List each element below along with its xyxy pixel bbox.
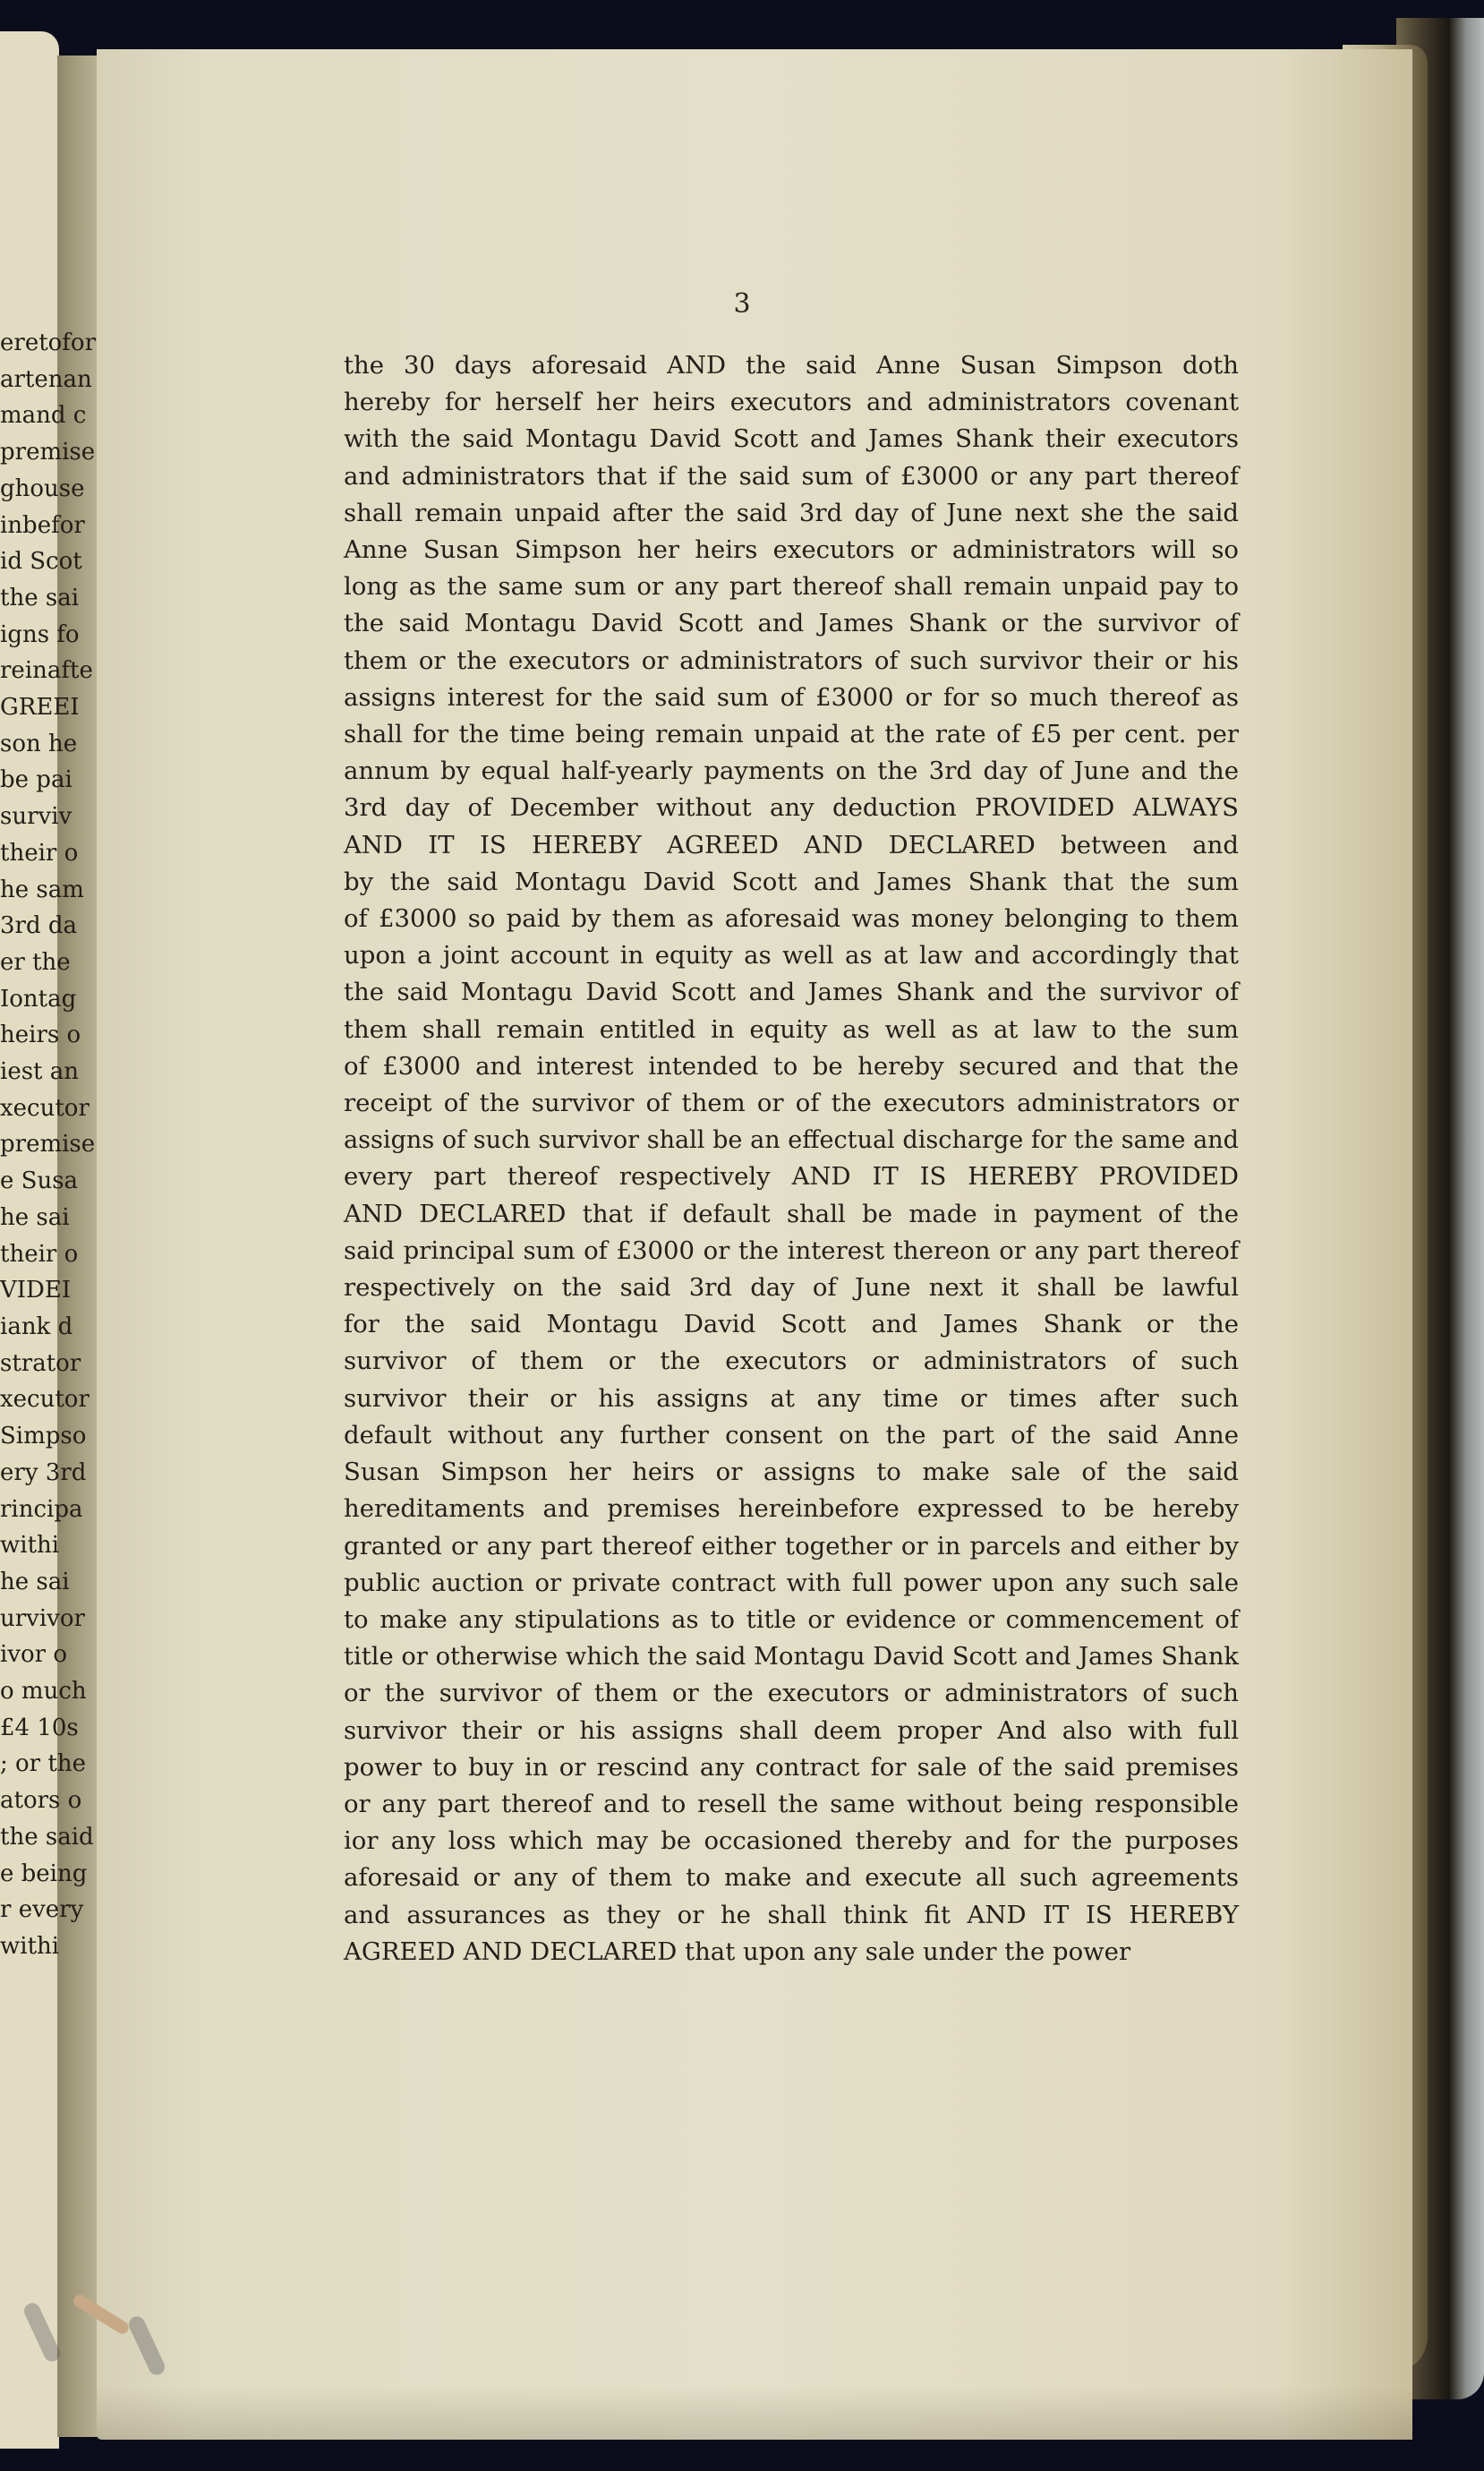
text-line: by the said Montagu David Scott and James Shank that the sum [344, 867, 1239, 896]
margin-fragment [0, 543, 82, 580]
margin-fragment-text: iank d [0, 1312, 73, 1340]
margin-fragment-text: son he [0, 730, 78, 757]
margin-fragment [0, 471, 85, 508]
text-line: AND IT IS HEREBY AGREED AND DECLARED between and [344, 830, 1239, 859]
margin-fragment [0, 1637, 68, 1673]
margin-fragment [0, 726, 78, 763]
margin-fragment [0, 1492, 83, 1528]
margin-fragment [0, 762, 72, 799]
margin-fragment-text: reinafte [0, 657, 93, 685]
margin-fragment-text: ators o [0, 1787, 82, 1815]
margin-fragment [0, 1673, 87, 1710]
margin-fragment-text: ; or the [0, 1750, 86, 1778]
text-line: them or the executors or administrators of such survivor their or his [344, 646, 1239, 675]
text-line: said principal sum of £3000 or the interest thereon or any part thereof [344, 1236, 1239, 1265]
text-line: the said Montagu David Scott and James Shank or the survivor of [344, 609, 1239, 638]
margin-fragment [0, 945, 71, 981]
text-line: long as the same sum or any part thereof shall remain unpaid pay to [344, 572, 1239, 602]
text-line: survivor their or his assigns shall deem proper And also with full [344, 1715, 1239, 1745]
margin-fragment [0, 1783, 82, 1819]
margin-fragment-text: rincipa [0, 1495, 83, 1523]
margin-fragment [0, 580, 80, 617]
text-line: and administrators that if the said sum of £3000 or any part thereof [344, 461, 1239, 491]
margin-fragment [0, 1017, 81, 1054]
margin-fragment [0, 1746, 86, 1783]
margin-fragment-text: he sai [0, 1568, 70, 1595]
text-line: Anne Susan Simpson her heirs executors or administrators will so [344, 535, 1239, 565]
margin-fragment [0, 1163, 79, 1200]
text-line: with the said Montagu David Scott and James Shank their executors [344, 424, 1239, 454]
text-line: survivor their or his assigns at any time or times after such [344, 1383, 1239, 1413]
margin-fragment-text: the said [0, 1823, 94, 1851]
text-line: power to buy in or rescind any contract for sale of the said premises [344, 1752, 1239, 1782]
text-line: 3rd day of December without any deduction PROVIDED ALWAYS [344, 793, 1239, 823]
margin-fragment-text: surviv [0, 803, 72, 831]
margin-fragment [0, 617, 80, 654]
margin-fragment [0, 1236, 79, 1273]
margin-fragment [0, 689, 80, 726]
margin-fragment-text: the sai [0, 584, 80, 611]
margin-fragment [0, 1564, 70, 1601]
margin-fragment-text: premise [0, 439, 96, 466]
text-line: annum by equal half-yearly payments on the 3rd day of June and the [344, 757, 1239, 786]
margin-fragment-text: he sam [0, 876, 84, 903]
text-line: granted or any part thereof either together or in parcels and either by [344, 1531, 1239, 1560]
margin-fragment-text: strator [0, 1349, 81, 1377]
margin-fragment [0, 1928, 59, 1965]
margin-fragment-text: o much [0, 1678, 87, 1706]
margin-fragment [0, 835, 79, 872]
text-line: default without any further consent on the part of the said Anne [344, 1420, 1239, 1449]
margin-fragment-text: inbefor [0, 511, 85, 539]
text-line: assigns interest for the said sum of £3000 or for so much thereof as [344, 682, 1239, 712]
margin-fragment-text: igns fo [0, 620, 80, 648]
margin-fragment [0, 1819, 94, 1856]
text-line: or any part thereof and to resell the same without being responsible [344, 1789, 1239, 1818]
text-line: for the said Montagu David Scott and James Shank or the [344, 1310, 1239, 1339]
margin-fragment-text: xecutor [0, 1094, 90, 1122]
margin-fragment-text: he sai [0, 1203, 70, 1231]
margin-fragment-text: VIDEI [0, 1277, 72, 1304]
margin-fragment-text: mand c [0, 402, 87, 430]
margin-fragment-text: ery 3rd [0, 1458, 87, 1486]
deed-body-text [344, 347, 1239, 1971]
text-line: receipt of the survivor of them or of the executors administrators or [344, 1089, 1239, 1118]
margin-fragment [0, 1309, 73, 1346]
margin-fragment [0, 1054, 80, 1090]
text-line: title or otherwise which the said Montagu David Scott and James Shank [344, 1642, 1239, 1672]
text-line: shall remain unpaid after the said 3rd day of June next she the said [344, 498, 1239, 527]
text-line: them shall remain entitled in equity as well as at law to the sum [344, 1014, 1239, 1044]
margin-fragment-text: Simpso [0, 1423, 87, 1450]
margin-fragment-text: ghouse [0, 475, 85, 502]
text-line: survivor of them or the executors or administrators of such [344, 1347, 1239, 1376]
margin-fragment-text: iest an [0, 1058, 80, 1086]
margin-fragment [0, 908, 78, 945]
text-line: every part thereof respectively AND IT IS HEREBY PROVIDED [344, 1162, 1239, 1192]
text-line: of £3000 so paid by them as aforesaid was money belonging to them [344, 904, 1239, 934]
left-page-text-fragments [0, 325, 97, 1965]
margin-fragment [0, 1418, 87, 1455]
text-line: aforesaid or any of them to make and execute all such agreements [344, 1863, 1239, 1893]
margin-fragment [0, 434, 96, 471]
margin-fragment-text: 3rd da [0, 912, 78, 940]
margin-fragment-text: ivor o [0, 1641, 68, 1669]
margin-fragment [0, 653, 93, 689]
margin-fragment-text: GREEI [0, 694, 80, 722]
margin-fragment [0, 1272, 72, 1309]
margin-fragment-text: r every [0, 1896, 84, 1924]
margin-fragment [0, 1856, 88, 1893]
text-line: of £3000 and interest intended to be hereby secured and that the [344, 1051, 1239, 1081]
text-line: and assurances as they or he shall think fit AND IT IS HEREBY [344, 1900, 1239, 1929]
margin-fragment-text: £4 10s [0, 1714, 79, 1741]
text-line: to make any stipulations as to title or evidence or commencement of [344, 1604, 1239, 1634]
margin-fragment-text: artenan [0, 365, 92, 393]
text-line: hereditaments and premises hereinbefore expressed to be hereby [344, 1494, 1239, 1524]
margin-fragment-text: withi [0, 1932, 60, 1960]
margin-fragment [0, 981, 77, 1018]
margin-fragment [0, 508, 85, 544]
text-line: shall for the time being remain unpaid at the rate of £5 per cent. per [344, 720, 1239, 749]
margin-fragment-text: xecutor [0, 1386, 90, 1414]
page-number: 3 [733, 288, 751, 320]
text-line: public auction or private contract with full power upon any such sale [344, 1568, 1239, 1597]
margin-fragment-text: Iontag [0, 985, 77, 1013]
margin-fragment [0, 325, 97, 362]
margin-fragment [0, 1346, 81, 1382]
margin-fragment [0, 1527, 59, 1564]
text-line: AND DECLARED that if default shall be made in payment of the [344, 1199, 1239, 1228]
margin-fragment-text: premise [0, 1131, 96, 1159]
text-line: AGREED AND DECLARED that upon any sale under the power [344, 1937, 1131, 1966]
margin-fragment-text: eretofor [0, 329, 97, 356]
margin-fragment-text: their o [0, 1240, 79, 1268]
margin-fragment [0, 1381, 90, 1418]
text-line: respectively on the said 3rd day of June next it shall be lawful [344, 1273, 1239, 1303]
margin-fragment-text: urvivor [0, 1604, 85, 1632]
margin-fragment [0, 1200, 70, 1236]
margin-fragment-text: heirs o [0, 1022, 81, 1049]
margin-fragment [0, 1601, 85, 1637]
text-line: Susan Simpson her heirs or assigns to make sale of the said [344, 1458, 1239, 1487]
text-line: upon a joint account in equity as well as at law and accordingly that [344, 941, 1239, 970]
margin-fragment-text: er the [0, 948, 71, 976]
text-line: ior any loss which may be occasioned thereby and for the purposes [344, 1826, 1239, 1856]
margin-fragment-text: e being [0, 1860, 88, 1887]
margin-fragment-text: e Susa [0, 1167, 79, 1195]
margin-fragment [0, 872, 84, 909]
margin-fragment [0, 1455, 87, 1492]
text-line: the said Montagu David Scott and James Shank and the survivor of [344, 978, 1239, 1007]
margin-fragment [0, 362, 92, 398]
text-line: the 30 days aforesaid AND the said Anne Susan Simpson doth [344, 351, 1239, 380]
text-line: assigns of such survivor shall be an effectual discharge for the same and [344, 1125, 1239, 1155]
margin-fragment-text: their o [0, 839, 79, 867]
margin-fragment [0, 1090, 90, 1127]
margin-fragment-text: be pai [0, 766, 72, 794]
margin-fragment [0, 398, 87, 434]
margin-fragment [0, 1892, 84, 1928]
margin-fragment-text: withi [0, 1532, 60, 1560]
margin-fragment [0, 1126, 96, 1163]
text-line: or the survivor of them or the executors or administrators of such [344, 1679, 1239, 1708]
text-line: hereby for herself her heirs executors and administrators covenant [344, 388, 1239, 417]
margin-fragment-text: id Scot [0, 548, 82, 576]
margin-fragment [0, 1710, 79, 1747]
margin-fragment [0, 799, 72, 835]
